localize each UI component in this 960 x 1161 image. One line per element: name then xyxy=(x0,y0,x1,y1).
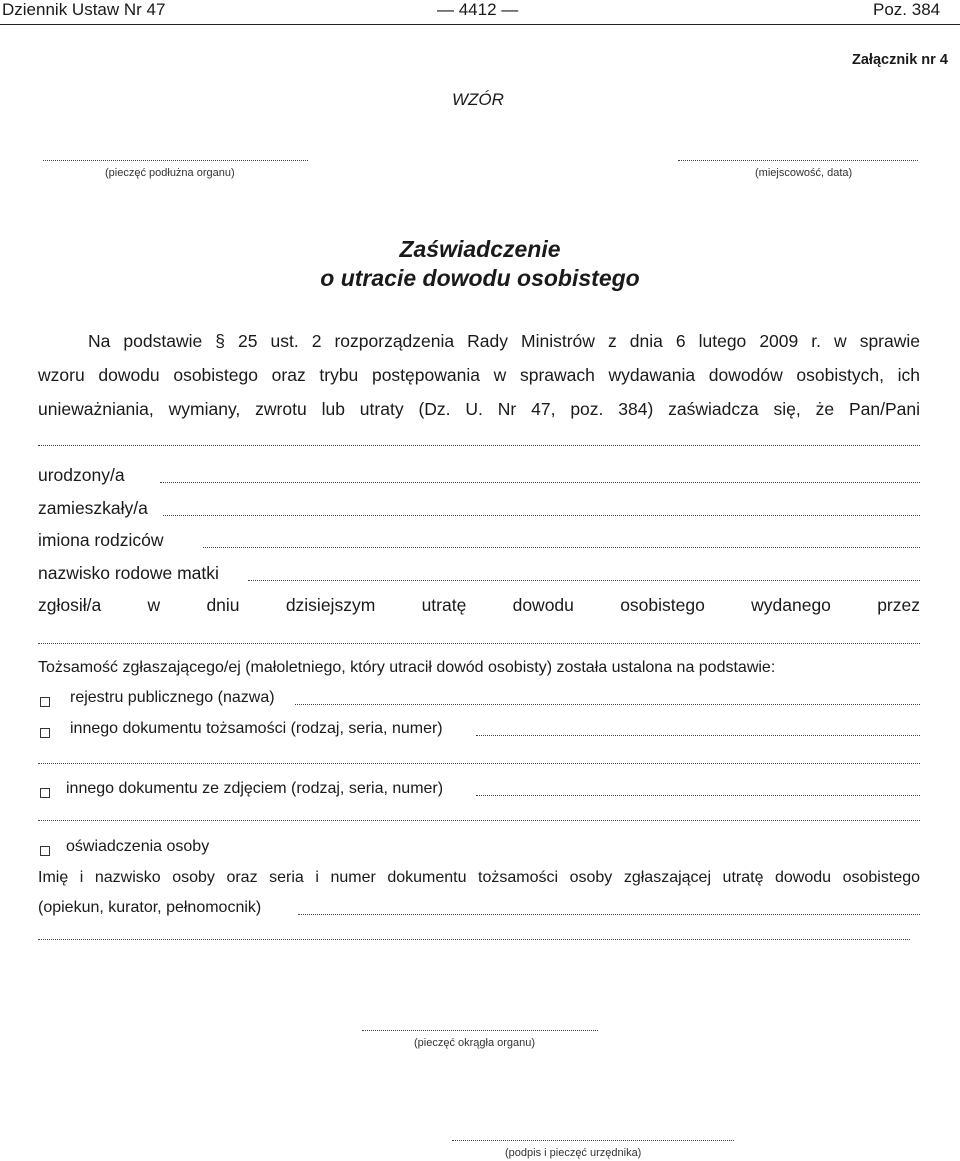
reported-line xyxy=(38,595,920,616)
reported-word: zgłosił/a xyxy=(38,595,102,615)
page-number: — 4412 — xyxy=(437,0,519,19)
reported-word: wydanego xyxy=(751,595,831,615)
declaration-checkbox[interactable] xyxy=(40,846,50,856)
seal-dotted-line xyxy=(43,160,308,161)
other-doc-label: innego dokumentu tożsamości (rodzaj, seria, numer) xyxy=(70,720,443,737)
template-label: WZÓR xyxy=(452,90,504,109)
issuer-dotted-line[interactable] xyxy=(38,643,920,644)
reported-word: w xyxy=(147,595,161,615)
reported-word: osobistego xyxy=(620,595,705,615)
photo-doc-dotted-line-2[interactable] xyxy=(38,820,920,821)
round-seal-dotted-line xyxy=(362,1030,598,1031)
header-rule xyxy=(0,24,960,25)
registry-dotted-line[interactable] xyxy=(295,704,920,705)
person-dotted-line-2[interactable] xyxy=(38,939,910,940)
reported-word: dniu xyxy=(206,595,240,615)
document-title: Zaświadczenie xyxy=(399,236,561,262)
person-line-2: (opiekun, kurator, pełnomocnik) xyxy=(38,899,262,916)
registry-label: rejestru publicznego (nazwa) xyxy=(70,689,275,706)
resident-dotted-line[interactable] xyxy=(163,515,920,516)
intro-line-2: wzoru dowodu osobistego oraz trybu postępowania w sprawach wydawania dowodów osobistych, ich xyxy=(38,365,920,385)
mother-maiden-label: nazwisko rodowe matki xyxy=(38,563,219,583)
reported-word: dzisiejszym xyxy=(285,595,376,615)
signature-caption: (podpis i pieczęć urzędnika) xyxy=(505,1147,642,1159)
reported-word: dowodu xyxy=(512,595,574,615)
journal-name: Dziennik Ustaw Nr 47 xyxy=(2,0,166,19)
identity-statement: Tożsamość zgłaszającego/ej (małoletniego, który utracił dowód osobisty) została ustalona na podstawie: xyxy=(38,659,776,676)
photo-doc-checkbox[interactable] xyxy=(40,788,50,798)
resident-label: zamieszkały/a xyxy=(38,498,148,518)
seal-caption: (pieczęć podłużna organu) xyxy=(105,167,235,179)
position-number: Poz. 384 xyxy=(873,0,941,19)
intro-line-1: Na podstawie § 25 ust. 2 rozporządzenia Rady Ministrów z dnia 6 lutego 2009 r. w sprawie xyxy=(88,331,920,351)
mother-maiden-dotted-line[interactable] xyxy=(248,580,920,581)
parents-label: imiona rodziców xyxy=(38,530,164,550)
parents-dotted-line[interactable] xyxy=(203,547,920,548)
declaration-label: oświadczenia osoby xyxy=(66,838,210,855)
other-doc-dotted-line-2[interactable] xyxy=(38,763,920,764)
name-dotted-line[interactable] xyxy=(38,445,920,446)
place-date-caption: (miejscowość, data) xyxy=(755,167,853,179)
registry-checkbox[interactable] xyxy=(40,697,50,707)
other-doc-dotted-line[interactable] xyxy=(476,735,920,736)
intro-line-3: unieważniania, wymiany, zwrotu lub utraty (Dz. U. Nr 47, poz. 384) zaświadcza się, że Pan/Pani xyxy=(38,399,920,419)
born-dotted-line[interactable] xyxy=(160,482,920,483)
annex-label: Załącznik nr 4 xyxy=(852,52,948,68)
document-subtitle: o utracie dowodu osobistego xyxy=(320,265,640,291)
signature-dotted-line[interactable] xyxy=(452,1140,734,1141)
round-seal-caption: (pieczęć okrągła organu) xyxy=(414,1037,536,1049)
born-label: urodzony/a xyxy=(38,465,125,485)
reported-word: utratę xyxy=(421,595,467,615)
place-date-dotted-line xyxy=(678,160,918,161)
person-dotted-line[interactable] xyxy=(298,914,920,915)
person-line-1: Imię i nazwisko osoby oraz seria i numer dokumentu tożsamości osoby zgłaszającej utratę dowodu osobistego xyxy=(38,869,920,886)
photo-doc-dotted-line[interactable] xyxy=(476,795,920,796)
reported-word: przez xyxy=(877,595,920,615)
other-doc-checkbox[interactable] xyxy=(40,728,50,738)
photo-doc-label: innego dokumentu ze zdjęciem (rodzaj, seria, numer) xyxy=(66,780,444,797)
